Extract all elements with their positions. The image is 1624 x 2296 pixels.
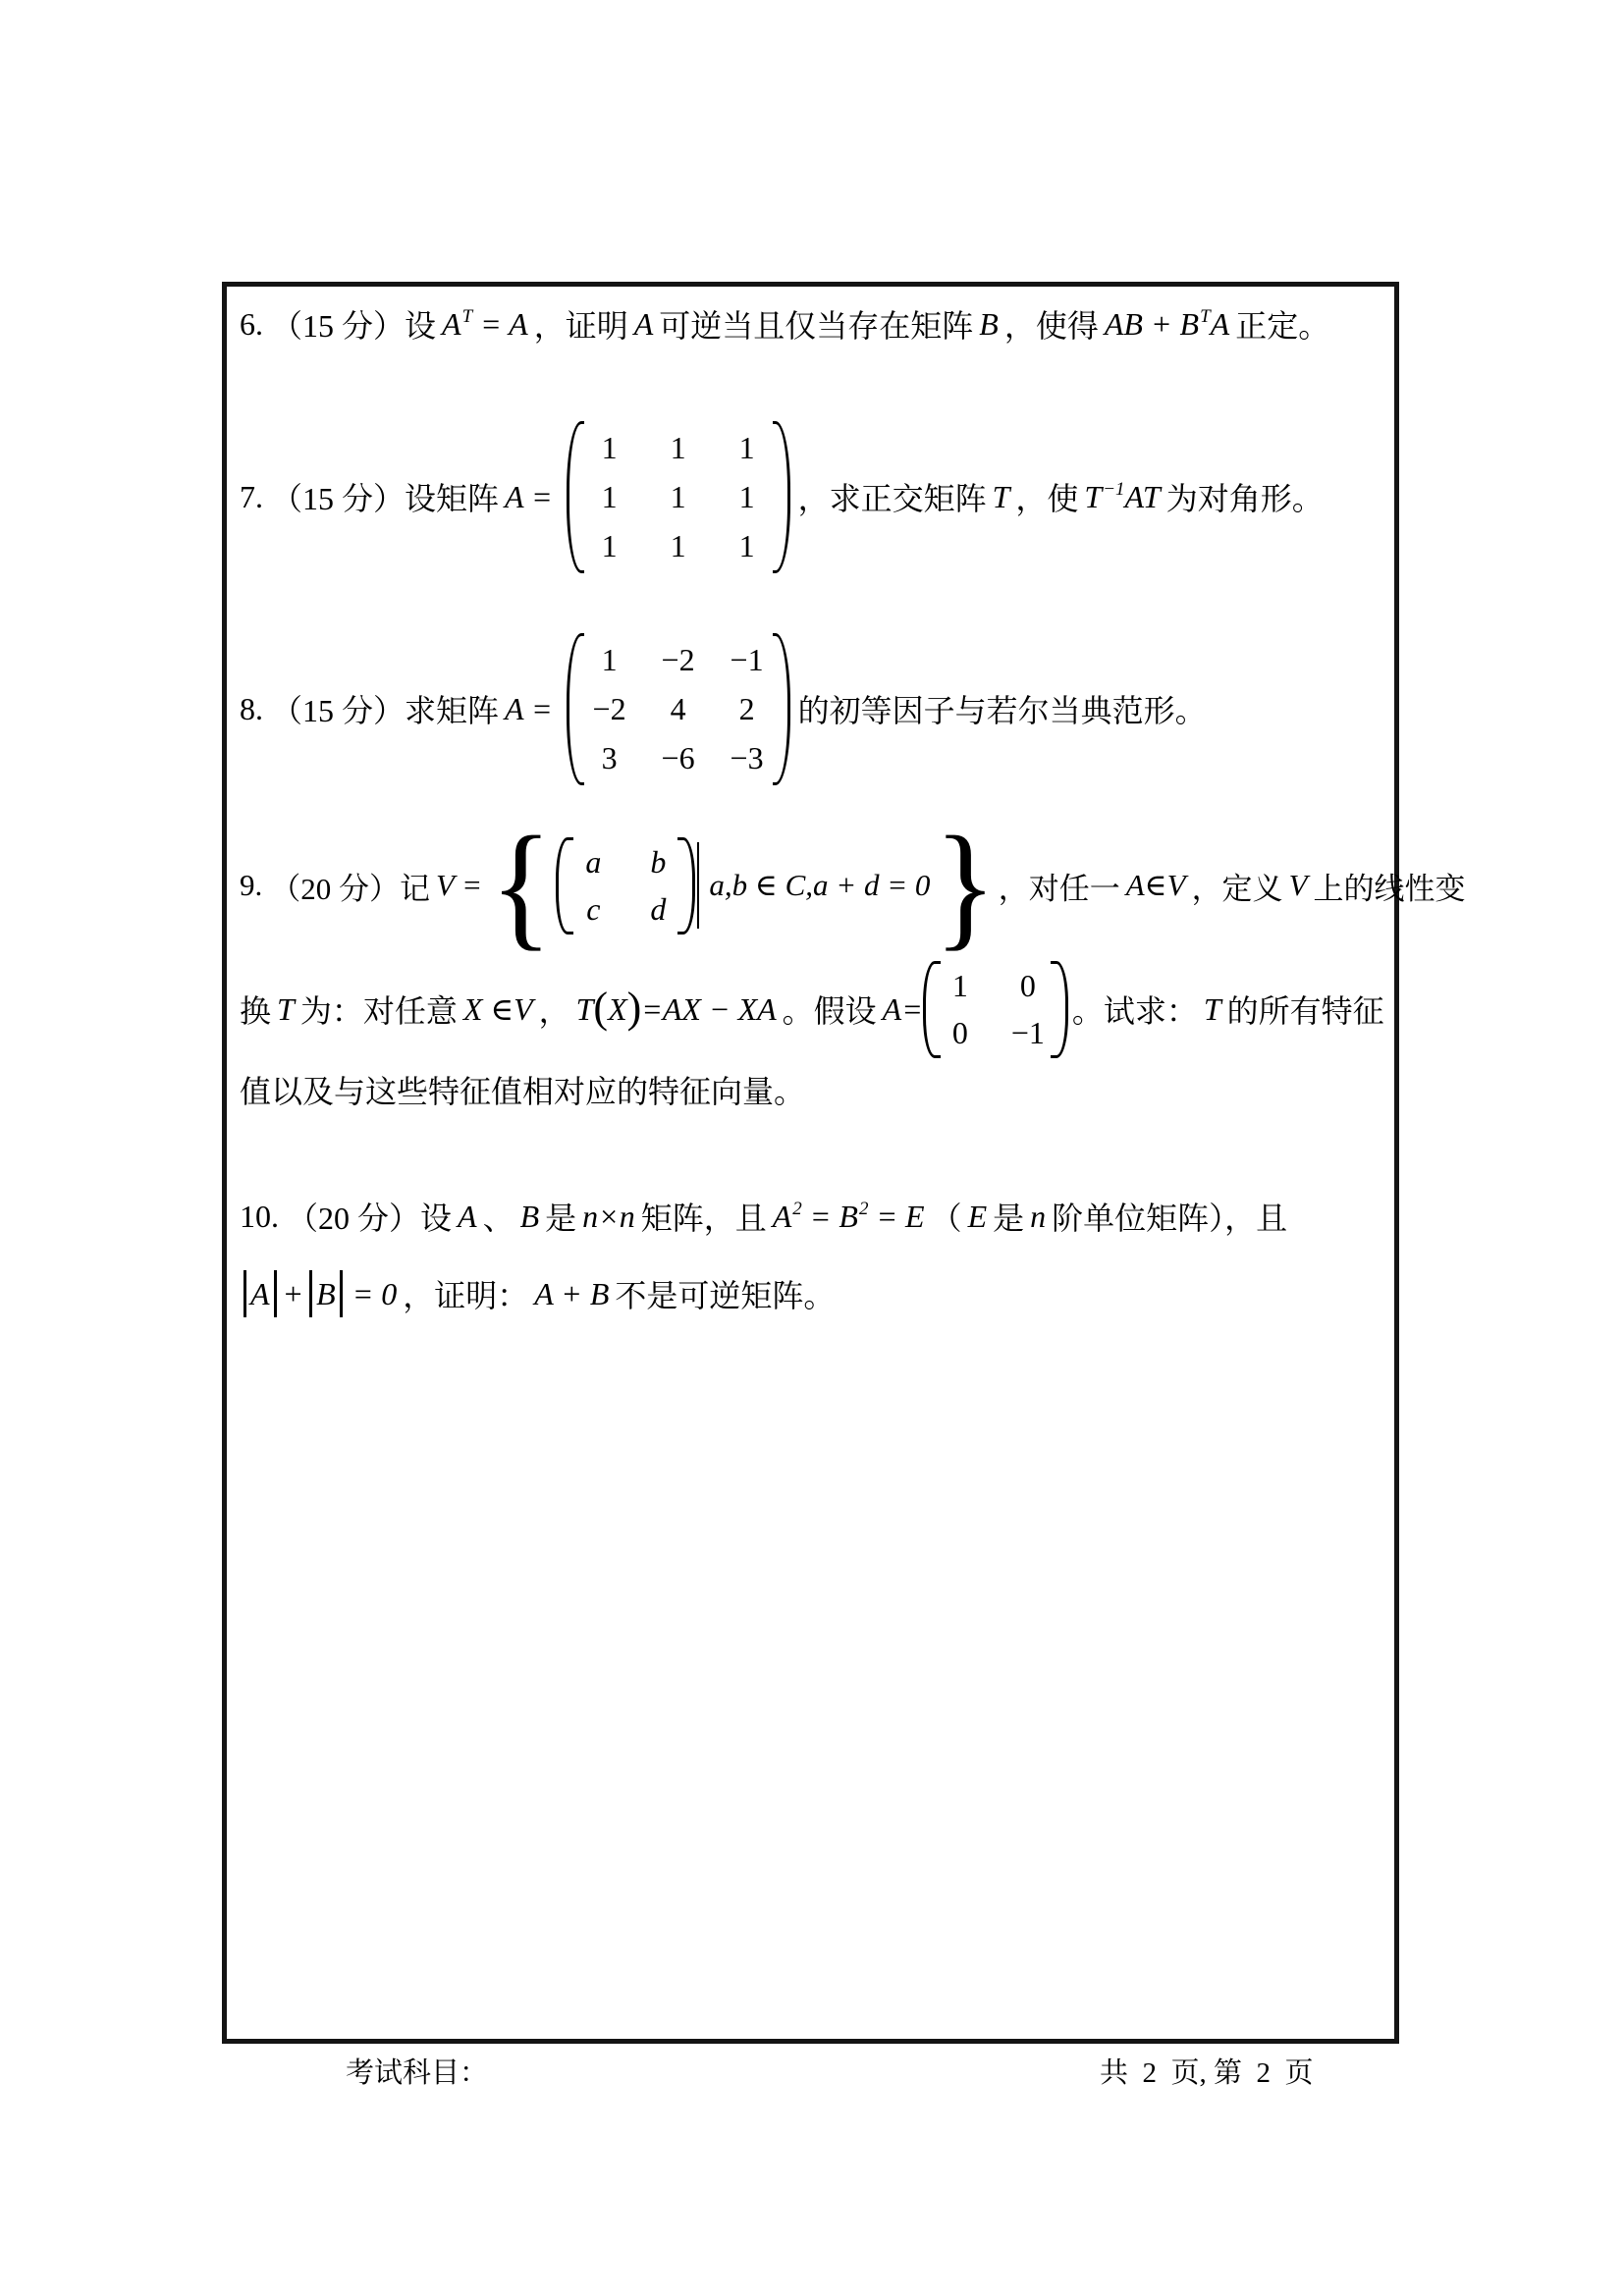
math-expression: T [277,990,295,1027]
question-text: 是 [545,1201,577,1236]
matrix-cell: −1 [730,641,764,677]
matrix-cell: 1 [670,478,686,514]
math-expression: A = [505,690,553,726]
math-expression: E [967,1198,988,1234]
right-paren [773,633,790,785]
math-expression: X ∈V [462,991,533,1027]
question-text: 为对角形。 [1165,481,1324,516]
matrix [923,961,1068,1058]
matrix-cell: a [585,843,602,880]
question-text: 。试求： [1071,993,1198,1029]
question-text: 值以及与这些特征值相对应的特征向量。 [240,1074,806,1109]
determinant-bar [274,1270,277,1317]
question-text: 、 [482,1201,514,1236]
question-number: 7. [240,478,263,514]
question-number: 6. [240,305,263,342]
matrix [556,837,695,934]
superscript: T [461,305,473,327]
question-text: 。假设 [782,993,877,1029]
set-condition: a,b ∈ C,a + d = 0 [709,868,931,902]
matrix-cell: 1 [951,967,968,1003]
matrix-cell: 0 [1019,967,1036,1003]
question-9-line-2 [227,955,1394,1063]
question-text: ，证明： [403,1278,529,1313]
question-text: （15 分）设 [271,308,437,344]
superscript: 2 [858,1198,869,1219]
matrix-cell: −6 [661,739,695,775]
math-expression: T [992,478,1010,514]
superscript: −1 [1103,478,1125,500]
math-expression: A [250,1275,270,1311]
matrix-cell: d [650,890,667,927]
footer-subject-label: 考试科目： [346,2057,489,2089]
math-expression: T(X)=AX − XA [575,983,777,1032]
question-7-line [227,423,1394,570]
question-text: 上的线性变 [1313,871,1466,906]
question-text: 阶单位矩阵），且 [1052,1201,1288,1236]
content-border-box [222,282,1466,2044]
right-paren: ) [626,983,642,1032]
question-text: ，求正交矩阵 [797,481,987,516]
matrix-cell: b [650,843,667,880]
math-expression: = 0 [352,1275,398,1311]
question-text: （15 分）求矩阵 [271,693,500,728]
right-paren [677,837,695,934]
matrix-cell: 1 [738,429,755,465]
question-number: 8. [240,690,263,726]
math-expression: $A^2 = B^2 = E$ [772,1198,925,1234]
matrix-cell: 3 [601,739,618,775]
math-expression: + [282,1275,304,1311]
question-10-line-1 [227,1193,1394,1240]
matrix-cell: −2 [592,690,626,726]
question-text: ，定义 [1191,871,1283,906]
matrix-cell: 1 [601,478,618,514]
matrix-cell: −3 [730,739,764,775]
question-text: ，使 [1015,481,1079,516]
question-number: 9. [240,868,263,902]
left-brace: { [490,807,553,963]
matrix-cell: 1 [738,478,755,514]
math-expression: A + B [534,1275,610,1311]
math-expression: n×n [582,1198,635,1234]
question-text: 的所有特征 [1226,993,1384,1029]
math-expression: V [1288,868,1308,902]
question-8-line [227,630,1394,787]
math-expression: $T^{-1}AT$ [1084,478,1161,514]
question-text: 可逆当且仅当存在矩阵 [659,308,974,344]
question-text: ，使得 [1003,308,1099,344]
left-paren [567,421,584,573]
right-paren [773,421,790,573]
left-paren: ( [593,983,609,1032]
matrix-cell: 4 [670,690,686,726]
math-expression: B [316,1275,336,1311]
math-expression: B [979,305,999,342]
matrix-cell: 1 [601,527,618,563]
question-text: 换 [240,993,272,1029]
left-paren [556,837,573,934]
question-text: ，证明 [533,308,628,344]
math-expression: A= [882,990,923,1027]
question-9-line-3 [227,1066,1394,1113]
matrix-cell: 0 [951,1014,968,1050]
matrix [567,633,790,785]
question-text: （15 分）设矩阵 [271,481,500,516]
question-text: 正定。 [1235,308,1330,344]
question-9-line-1 [227,807,1466,963]
math-expression: A [633,305,654,342]
determinant-bar [244,1270,246,1317]
matrix-cell: −2 [661,641,695,677]
left-paren [567,633,584,785]
matrix-cell: 1 [670,527,686,563]
right-brace: } [934,807,997,963]
math-expression: AB + $B^TA$ [1104,305,1230,342]
math-expression: A [458,1198,477,1234]
question-text: （ [930,1201,962,1236]
question-text: 的初等因子与若尔当典范形。 [797,693,1207,728]
footer-page-indicator: 共 2 页, 第 2 页 [1100,2057,1314,2089]
math-expression: V = [436,868,483,902]
question-text: （20 分）设 [287,1201,453,1236]
determinant-bar [340,1270,343,1317]
matrix-cell: −1 [1010,1014,1045,1050]
matrix-cell: c [586,890,601,927]
matrix-cell: 1 [670,429,686,465]
matrix-cell: 2 [738,690,755,726]
determinant-bar [309,1270,312,1317]
math-expression: B [519,1198,540,1234]
question-text: （20 分）记 [270,871,430,906]
question-text: ， [538,993,570,1029]
matrix-cell: 1 [601,641,618,677]
math-expression: $A^T = A$ [442,305,528,342]
matrix-cell: 1 [601,429,618,465]
matrix [567,421,790,573]
question-text: 是 [993,1201,1025,1236]
set-divider-bar [697,842,699,929]
question-number: 10. [240,1198,279,1234]
matrix-cell: 1 [738,527,755,563]
question-6-line [227,300,1394,347]
math-expression: T [1203,990,1221,1027]
left-paren [923,961,941,1058]
question-text: ，对任一 [998,871,1120,906]
right-paren [1051,961,1068,1058]
math-expression: A = [505,478,553,514]
question-text: 矩阵，且 [640,1201,767,1236]
question-10-line-2 [227,1266,1394,1321]
question-text: 不是可逆矩阵。 [615,1278,836,1313]
superscript: T [1200,305,1211,327]
math-expression: A∈V [1125,868,1186,902]
superscript: 2 [792,1198,802,1219]
question-text: 为：对任意 [299,993,458,1029]
math-expression: n [1030,1198,1047,1234]
